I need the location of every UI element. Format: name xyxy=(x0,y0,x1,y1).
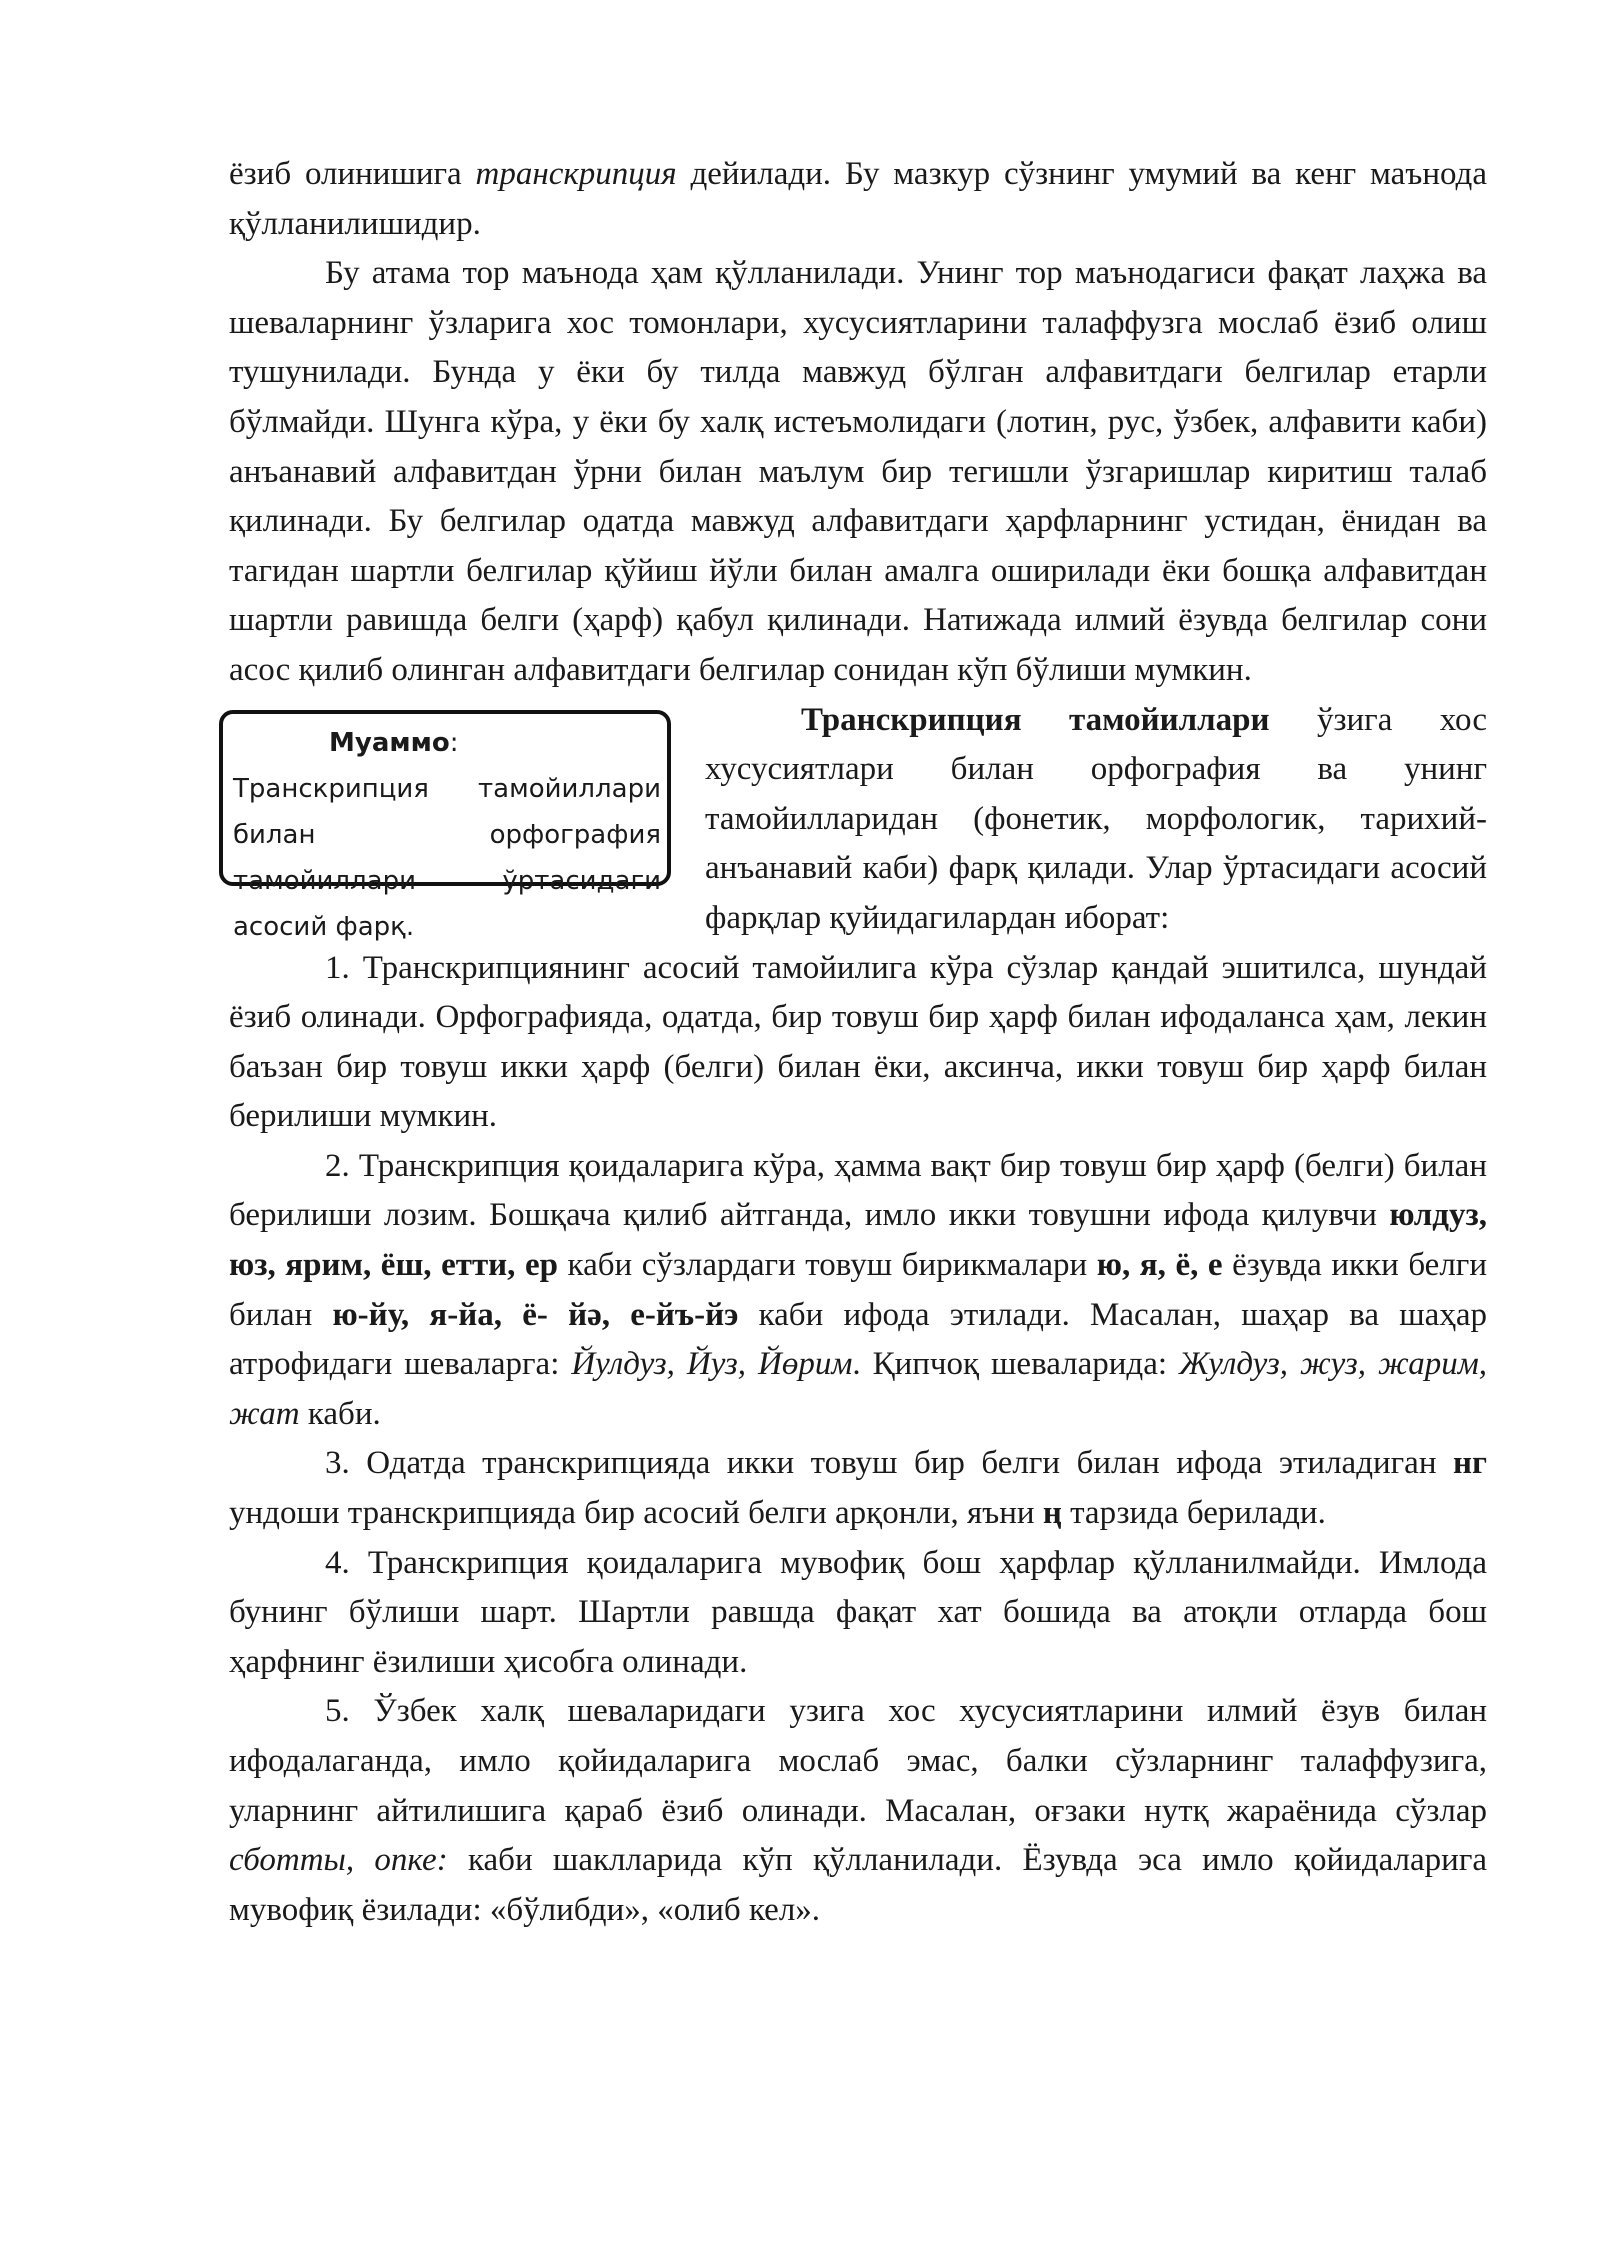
p1-text-c: дейилади. Бу мазкур сўзнинг умумий ва кенг маънода қўлланилишидир. xyxy=(229,156,1487,242)
item3-text-a: 3. Одатда транскрипцияда икки товуш бир белги билан ифода этиладиган xyxy=(325,1445,1453,1482)
item3-text-e: тарзида берилади. xyxy=(1061,1495,1326,1532)
problem-callout-box xyxy=(219,710,671,942)
problem-label: Муаммо xyxy=(329,727,450,758)
item3-bold-symbol: ң xyxy=(1042,1495,1062,1532)
problem-description: Транскрипция тамойиллари билан орфография тамойиллари ўртасидаги асосий фарқ. xyxy=(233,773,661,942)
item3-text-c: ундоши транскрипцияда бир асосий белги арқонли, яъни xyxy=(229,1495,1043,1532)
item2-bold-words: юлдуз, юз, ярим, ёш, етти, ер xyxy=(229,1197,1487,1284)
item2-text-c: каби сўзлардаги товуш бирикмалари xyxy=(558,1247,1097,1284)
list-item-1: 1. Транскрипциянинг асосий тамойилига кўра сўзлар қандай эшитилса, шундай ёзиб олинади. Орфографияда, одатда, бир товуш бир ҳарф билан ифодаланса ҳам, лекин баъзан бир товуш икки ҳарф (белги) билан ёки, аксинча, икки товуш бир ҳарф билан берилиши мумкин. xyxy=(229,949,1487,1135)
list-item-4: 4. Транскрипция қоидаларига мувофиқ бош ҳарфлар қўлланилмайди. Имлода бунинг бўлиши шарт. Шартли равшда фақат хат бошида ва атоқли отларда бош ҳарфнинг ёзилиши ҳисобга олинади. xyxy=(229,1544,1487,1680)
paragraph-1 xyxy=(229,150,1487,249)
item2-bold-pairs: ю-йу, я-йа, ё- йә, е-йъ-йэ xyxy=(332,1296,739,1333)
item2-bold-letters: ю, я, ё, е xyxy=(1096,1247,1223,1284)
item3-bold-ng: нг xyxy=(1453,1445,1487,1482)
item2-text-g: каби ифода этилади. Масалан, шаҳар ва шаҳар атрофидаги шеваларга: xyxy=(229,1296,1487,1383)
item2-text-e: ёзувда икки белги билан xyxy=(229,1247,1487,1333)
item2-italic-kipchak: Жулдуз, жуз, жарим, жат xyxy=(229,1346,1488,1432)
list-item-3 xyxy=(229,1439,1487,1538)
item2-text-i: . Қипчоқ шеваларида: xyxy=(852,1346,1179,1383)
list-item-5 xyxy=(229,1687,1487,1935)
item5-italic-words: сботты, опке: xyxy=(229,1842,448,1879)
item2-text-k: каби. xyxy=(299,1395,381,1432)
item2-text-a: 2. Транскрипция қоидаларига кўра, ҳамма вақт бир товуш бир ҳарф (белги) билан берилиши лозим. Бошқача қилиб айтганда, имло икки товушни ифода қилувчи xyxy=(229,1147,1487,1234)
list-item-2 xyxy=(229,1142,1487,1440)
p3-heading-bold: Транскрипция тамойиллари xyxy=(801,701,1270,738)
p1-term-italic: транскрипция xyxy=(475,156,677,192)
problem-separator: : xyxy=(449,727,459,758)
p3-text: ўзига хос хусусиятлари билан орфография ва унинг тамойилларидан (фонетик, морфологик, тарихий-анъанавий каби) фарқ қилади. Улар ўртасидаги асосий фарқлар қуйидагилардан иборат: xyxy=(705,701,1488,936)
item2-italic-city: Йулдуз, Йуз, Йөрим xyxy=(571,1346,853,1383)
problem-callout-text xyxy=(233,720,661,950)
item5-text-c: каби шаклларида кўп қўлланилади. Ёзувда эса имло қойидаларига мувофиқ ёзилади: «бўлибди», «олиб кел». xyxy=(229,1842,1487,1928)
p1-text-a: ёзиб олинишига xyxy=(229,156,476,192)
paragraph-2: Бу атама тор маънода ҳам қўлланилади. Унинг тор маънодагиси фақат лаҳжа ва шеваларнинг ўзларига хос томонлари, хусусиятларини талаффузга мослаб ёзиб олиш тушунилади. Бунда у ёки бу тилда мавжуд бўлган алфавитдаги белгилар етарли бўлмайди. Шунга кўра, у ёки бу халқ истеъмолидаги (лотин, рус, ўзбек, алфавити каби) анъанавий алфавитдан ўрни билан маълум бир тегишли ўзгаришлар киритиш талаб қилинади. Бу белгилар одатда мавжуд алфавитдаги ҳарфларнинг устидан, ёнидан ва тагидан шартли белгилар қўйиш йўли билан амалга оширилади ёки бошқа алфавитдан шартли равишда белги (ҳарф) қабул қилинади. Натижада илмий ёзувда белгилар сони асос қилиб олинган алфавитдаги белгилар сонидан кўп бўлиши мумкин. xyxy=(229,255,1487,688)
item5-text-a: 5. Ўзбек халқ шеваларидаги узига хос хусусиятларини илмий ёзув билан ифодалаганда, имло қойидаларига мослаб эмас, балки сўзларнинг талаффузига, уларнинг айтилишига қараб ёзиб олинади. Масалан, оғзаки нутқ жараёнида сўзлар xyxy=(229,1693,1487,1829)
document-body xyxy=(229,150,1487,1935)
